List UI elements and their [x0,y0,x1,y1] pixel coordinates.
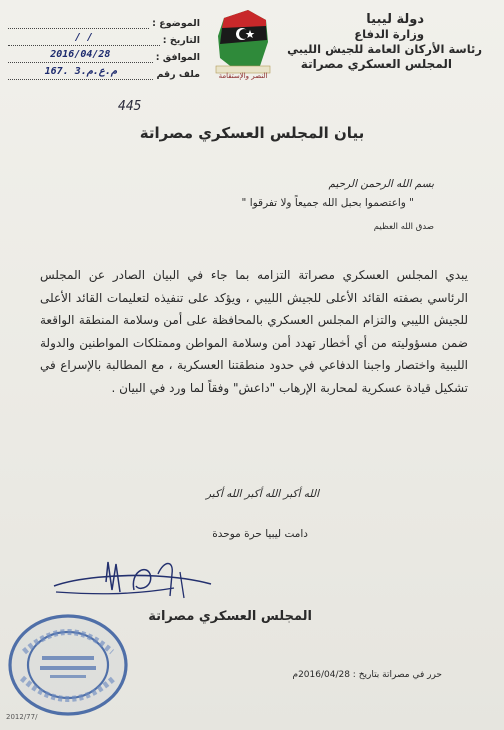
reference-number: 445 [118,99,142,114]
letterhead-staff: رئاسة الأركان العامة للجيش الليبي [287,42,482,56]
corner-mark: 2012/77/ [6,713,38,721]
signatory-name: المجلس العسكري مصراتة [148,609,312,624]
letterhead-council: المجلس العسكري مصراتة [300,57,452,71]
file-number-field: ملف رقم 167. م.ع.م.3 [8,63,200,80]
basmala: بسم الله الرحمن الرحيم [328,178,434,190]
signature-icon [46,552,216,610]
takbir-line: الله أكبر الله أكبر الله أكبر [206,488,319,500]
corresponding-date-field: الموافق : 2016/04/28 [8,46,200,63]
letterhead-ministry: وزارة الدفاع [354,27,424,41]
date-value: / / [8,31,160,46]
statement-title: بيان المجلس العسكري مصراتة [139,124,365,142]
official-stamp-icon [6,612,130,718]
statement-body: يبدي المجلس العسكري مصراتة التزامه بما جاء في البيان الصادر عن المجلس الرئاسي بصفته القائد الأعلى للجيش الليبي ، ويؤكد على تنفيذه لتعليمات القائد الأعلى للجيش الليبي والتزام المجلس العسكري بالمحافظة على أمن وسلامة المنطقة الواقعة ضمن مسؤوليته من أي أخطار تهدد أمن وسلامة المواطن وممتلكات المواطنين والدولة الليبية واختصار واجبنا الدفاعي في حدود منطقتنا العسكرية ، مع المطالبة بالإسراع في تشكيل قيادة عسكرية لمحاربة الإرهاب "داعش" وفقاً لما ورد في البيان . [40,268,468,395]
quran-verse: " واعتصموا بحبل الله جميعاً ولا تفرقوا " [241,197,414,209]
letterhead [252,12,482,72]
corresponding-date-value: 2016/04/28 [8,48,153,63]
subject-value [8,14,149,29]
date-field: التاريخ : / / [8,29,200,46]
closing-slogan: دامت ليبيا حرة موحدة [212,528,308,540]
document-meta [8,12,200,80]
verse-closing: صدق الله العظيم [373,222,434,232]
file-number-value: 167. م.ع.م.3 [8,65,153,80]
emblem-caption: النصر والإستقامة [218,72,268,80]
issued-date: حرر في مصراتة بتاريخ : 2016/04/28م [292,670,442,680]
letterhead-state: دولة ليبيا [366,12,424,27]
subject-field: الموضوع : [8,12,200,29]
